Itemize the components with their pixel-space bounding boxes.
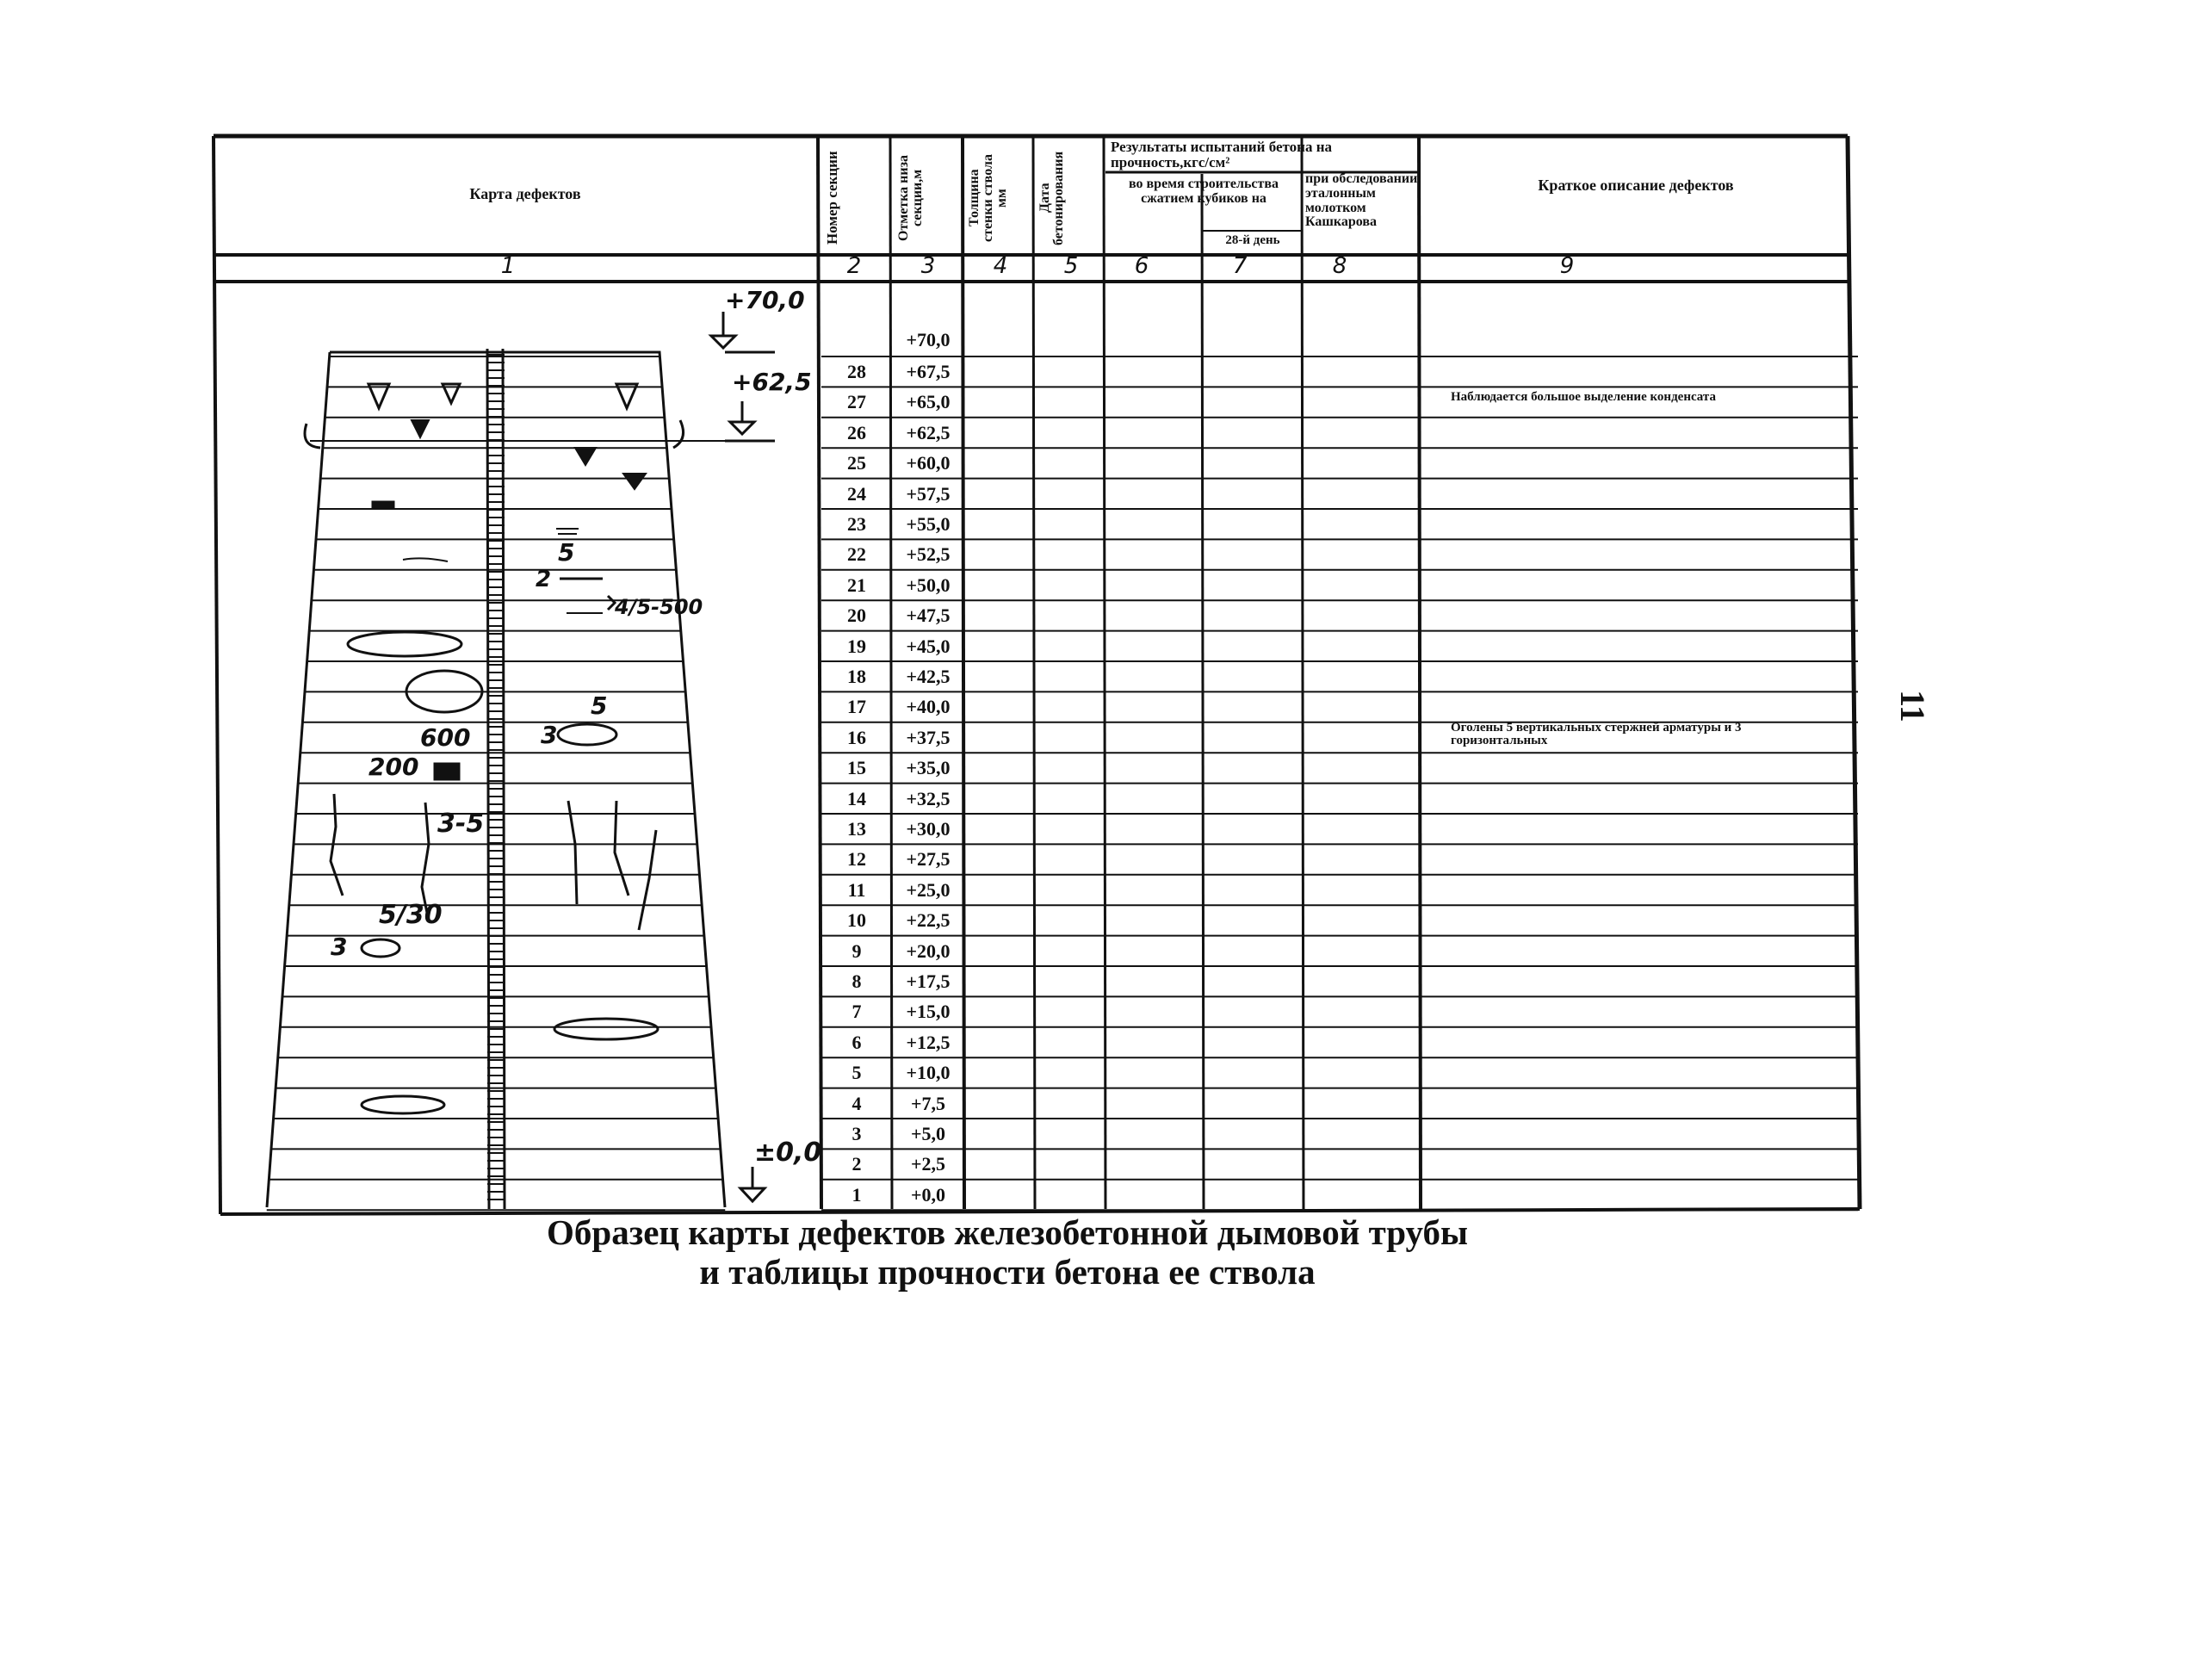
- annotation-3-right: 3: [541, 721, 558, 749]
- section-number-cell: 27: [847, 391, 866, 413]
- section-mark-cell: +50,0: [906, 573, 951, 596]
- section-mark-cell: +52,5: [906, 543, 951, 566]
- section-mark-cell: +32,5: [906, 787, 951, 809]
- column-number-2: 2: [846, 253, 862, 279]
- column-number-9: 9: [1559, 253, 1575, 279]
- header-wall-thickness: Толщина стенки ствола мм: [967, 154, 1009, 242]
- section-mark-cell: +7,5: [910, 1092, 946, 1114]
- section-number-cell: 16: [847, 726, 866, 748]
- section-number-cell: 13: [847, 818, 866, 840]
- section-number-cell: 10: [847, 909, 866, 932]
- header-during-survey: при обследовании эталонным молотком Кашкарова: [1305, 171, 1418, 230]
- top-mark-cell: +70,0: [906, 329, 951, 350]
- section-mark-cell: +12,5: [906, 1031, 951, 1053]
- section-number-cell: 12: [847, 848, 866, 871]
- section-number-cell: 11: [847, 878, 866, 901]
- section-number-cell: 4: [851, 1092, 862, 1114]
- section-number-cell: 1: [851, 1183, 862, 1206]
- section-number-cell: 8: [851, 970, 862, 992]
- section-mark-cell: +0,0: [910, 1183, 946, 1206]
- section-number-cell: 5: [851, 1062, 862, 1084]
- annotation-5-upper: 5: [558, 538, 575, 567]
- annotation-5-lower: 5: [591, 691, 608, 720]
- annotation-5-30: 5/30: [379, 900, 443, 930]
- section-mark-cell: +45,0: [906, 635, 951, 657]
- column-number-8: 8: [1332, 253, 1347, 279]
- caption-line-1: Образец карты дефектов железобетонной дымовой трубы: [547, 1212, 1468, 1252]
- section-number-cell: 14: [847, 787, 866, 809]
- level-top-label: +70,0: [725, 286, 805, 314]
- section-number-cell: 17: [847, 696, 866, 718]
- section-mark-cell: +37,5: [906, 726, 951, 748]
- section-mark-cell: +2,5: [910, 1153, 946, 1175]
- section-mark-cell: +25,0: [906, 878, 951, 901]
- section-mark-cell: +10,0: [906, 1062, 951, 1084]
- section-number-cell: 22: [847, 543, 866, 566]
- figure-caption: [448, 1212, 1567, 1292]
- section-mark-cell: +42,5: [906, 666, 951, 687]
- section-mark-cell: +40,0: [906, 696, 951, 718]
- section-mark-cell: +20,0: [906, 939, 951, 962]
- page-number: 11: [1893, 690, 1932, 722]
- section-number-cell: 18: [847, 666, 866, 687]
- section-mark-cell: +65,0: [906, 391, 951, 413]
- annotation-3-left: 3: [331, 933, 348, 961]
- column-number-1: 1: [500, 253, 516, 279]
- section-number-cell: 26: [847, 421, 866, 443]
- header-day-28: 28-й день: [1225, 233, 1280, 247]
- section-mark-cell: +55,0: [906, 513, 951, 535]
- annotation-2: 2: [536, 567, 552, 592]
- column-number-7: 7: [1232, 253, 1248, 279]
- header-defect-map: Карта дефектов: [469, 185, 581, 202]
- section-mark-cell: +47,5: [906, 604, 951, 627]
- section-number-cell: 3: [851, 1123, 862, 1144]
- section-mark-cell: +30,0: [906, 818, 951, 840]
- section-number-cell: 23: [847, 513, 866, 535]
- column-number-6: 6: [1134, 253, 1149, 279]
- section-number-cell: 6: [851, 1031, 862, 1053]
- column-number-3: 3: [920, 253, 936, 279]
- column-number-4: 4: [993, 253, 1008, 279]
- header-test-results: Результаты испытаний бетона на прочность,кгс/см²: [1111, 139, 1333, 170]
- level-mid-label: +62,5: [732, 368, 812, 396]
- section-number-cell: 24: [847, 482, 866, 505]
- section-number-cell: 9: [851, 939, 862, 962]
- annotation-600: 600: [420, 723, 471, 752]
- header-during-construction: во время строительства сжатием кубиков на: [1129, 177, 1279, 206]
- section-mark-cell: +27,5: [906, 848, 951, 871]
- header-section-number: Номер секции: [824, 151, 840, 245]
- section-number-cell: 20: [847, 604, 866, 627]
- annotation-200: 200: [368, 753, 419, 781]
- description-condensate: Наблюдается большое выделение конденсата: [1451, 390, 1716, 404]
- column-number-5: 5: [1063, 253, 1079, 279]
- description-exposed-rebar: Оголены 5 вертикальных стержней арматуры и 3 горизонтальных: [1451, 721, 1742, 747]
- header-mark: Отметка низа секции,м: [896, 155, 925, 242]
- header-brief-description: Краткое описание дефектов: [1538, 177, 1734, 194]
- caption-line-2: и таблицы прочности бетона ее ствола: [699, 1252, 1316, 1292]
- section-mark-cell: +62,5: [906, 421, 951, 443]
- level-zero-label: ±0,0: [754, 1138, 822, 1168]
- section-mark-cell: +17,5: [906, 970, 951, 992]
- section-number-cell: 7: [851, 1001, 862, 1023]
- annotation-415-500: 4/5-500: [615, 595, 703, 619]
- annotation-3-5: 3-5: [437, 809, 485, 839]
- section-mark-cell: +22,5: [906, 909, 951, 932]
- section-mark-cell: +35,0: [906, 757, 951, 779]
- section-mark-cell: +57,5: [906, 482, 951, 505]
- section-mark-cell: +5,0: [910, 1123, 946, 1144]
- section-number-cell: 19: [847, 635, 866, 657]
- header-concreting-date: Дата бетонирования: [1037, 151, 1066, 245]
- section-number-cell: 21: [847, 573, 866, 596]
- section-number-cell: 15: [847, 757, 866, 779]
- section-mark-cell: +67,5: [906, 361, 951, 382]
- section-number-cell: 25: [847, 452, 866, 474]
- section-number-cell: 28: [847, 361, 866, 382]
- section-number-cell: 2: [851, 1153, 862, 1175]
- section-mark-cell: +60,0: [906, 452, 951, 474]
- section-mark-cell: +15,0: [906, 1001, 951, 1023]
